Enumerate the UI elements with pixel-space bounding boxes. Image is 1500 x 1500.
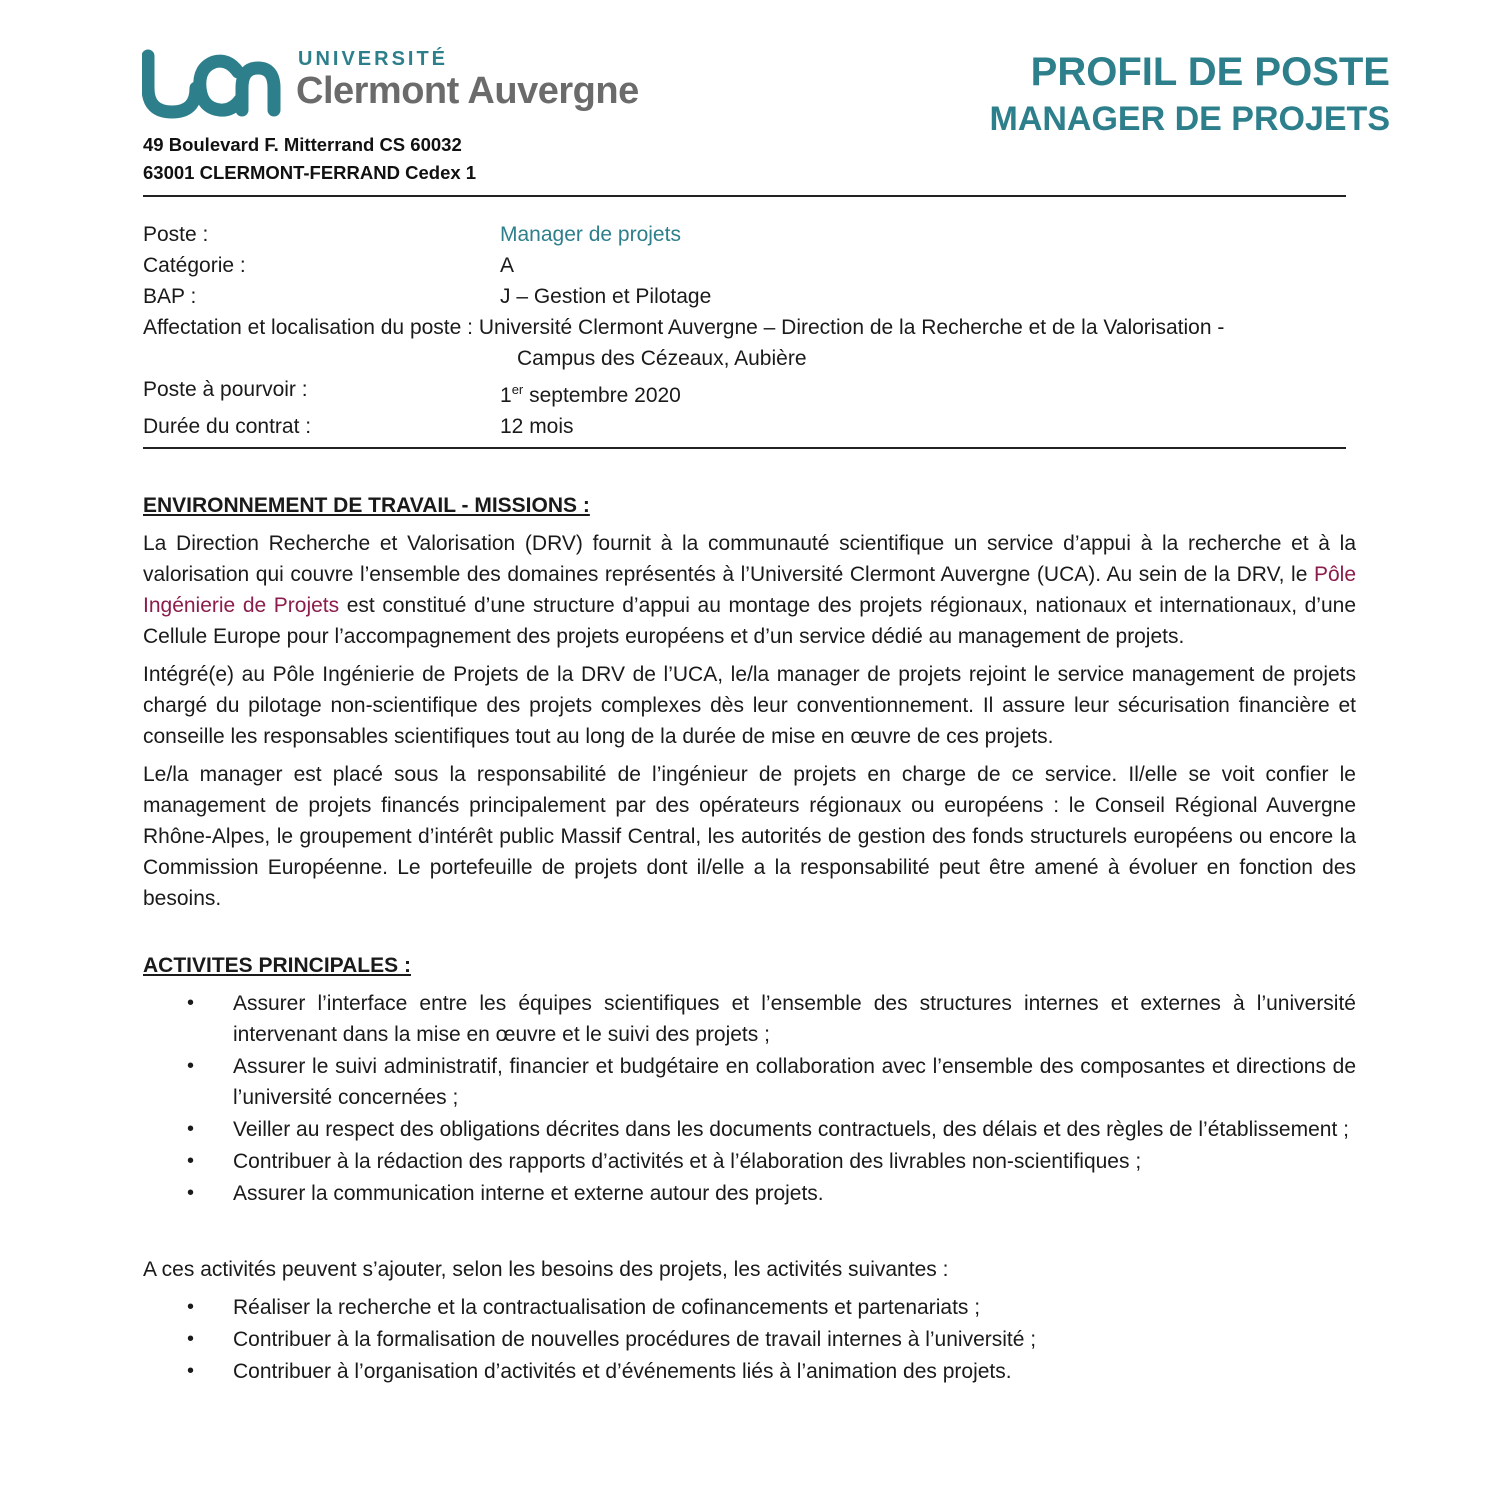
info-row-affectation: [143, 312, 1224, 374]
pole-ingenierie-link[interactable]: Pôle Ingénierie de Projets: [143, 563, 1356, 617]
uca-logo: [142, 48, 639, 120]
info-row-poste: [143, 219, 1224, 250]
activities-list: [143, 988, 1356, 1209]
bullet-icon: •: [187, 1296, 195, 1318]
divider-bottom: [143, 447, 1346, 449]
bullet-icon: •: [187, 1118, 195, 1140]
document-body: [143, 492, 1356, 1388]
info-value: 12 mois: [500, 415, 574, 438]
paragraph-responsabilite: Le/la manager est placé sous la responsabilité de l’ingénieur de projets en charge de ce service. Il/elle se voit confier le management de projets financés principalement par des opérateurs régionaux ou européens : le Conseil Régional Auvergne Rhône-Alpes, le groupement d’intérêt public Massif Central, les autorités de gestion des fonds structurels européens ou encore la Commission Européenne. Le portefeuille de projets dont il/elle a la responsabilité peut être amené à évoluer en fonction des besoins.: [143, 763, 1356, 910]
job-info-table: [143, 219, 1224, 442]
info-label: Poste :: [143, 223, 209, 246]
paragraph-drv: La Direction Recherche et Valorisation (DRV) fournit à la communauté scientifique un service d’appui à la recherche et à la valorisation qui couvre l’ensemble des domaines représentés à l’Université Clermont Auvergne (UCA). Au sein de la DRV, le Pôle Ingénierie de Projets est constitué d’une structure d’appui au montage des projets régionaux, nationaux et internationaux, d’une Cellule Europe pour l’accompagnement des projets européens et d’un service dédié au management de projets.: [143, 532, 1357, 648]
bullet-icon: •: [187, 1182, 195, 1204]
logo-universite-text: UNIVERSITÉ: [298, 48, 449, 70]
paragraph-extra-intro: A ces activités peuvent s’ajouter, selon les besoins des projets, les activités suivantes :: [143, 1258, 949, 1281]
info-value: Université Clermont Auvergne – Direction de la Recherche et de la Valorisation -: [478, 316, 1225, 339]
list-item: • Contribuer à la formalisation de nouvelles procédures de travail internes à l’université ;: [143, 1324, 1356, 1355]
info-label: Affectation et localisation du poste :: [143, 316, 473, 339]
info-value: Manager de projets: [500, 223, 681, 246]
list-item: • Assurer l’interface entre les équipes scientifiques et l’ensemble des structures internes et externes à l’université intervenant dans la mise en œuvre et le suivi des projets ;: [143, 988, 1356, 1050]
bullet-icon: •: [187, 1150, 195, 1172]
list-item: • Assurer la communication interne et externe autour des projets.: [143, 1178, 1356, 1209]
list-item: • Contribuer à l’organisation d’activités et d’événements liés à l’animation des projets.: [143, 1356, 1356, 1387]
info-value: J – Gestion et Pilotage: [500, 285, 712, 308]
list-item: • Assurer le suivi administratif, financier et budgétaire en collaboration avec l’ensemble des composantes et directions de l’université concernées ;: [143, 1051, 1356, 1113]
info-label: Catégorie :: [143, 254, 246, 277]
bullet-icon: •: [187, 1055, 195, 1077]
info-row-pourvoir: [143, 374, 1224, 411]
bullet-icon: •: [187, 1328, 195, 1350]
address-block: [143, 131, 476, 187]
divider-top: [143, 195, 1346, 197]
document-title: [990, 48, 1391, 142]
info-value: 1er septembre 2020: [500, 382, 681, 407]
list-item: • Réaliser la recherche et la contractualisation de cofinancements et partenariats ;: [143, 1292, 1356, 1323]
list-item: • Veiller au respect des obligations décrites dans les documents contractuels, des délais et des règles de l’établissement ;: [143, 1114, 1356, 1145]
info-row-duree: [143, 411, 1224, 442]
bullet-icon: •: [187, 992, 195, 1014]
address-line-1: 49 Boulevard F. Mitterrand CS 60032: [143, 134, 462, 155]
extra-activities-list: [143, 1292, 1356, 1387]
info-label: Durée du contrat :: [143, 415, 312, 438]
info-row-bap: [143, 281, 1224, 312]
paragraph-integration: Intégré(e) au Pôle Ingénierie de Projets de la DRV de l’UCA, le/la manager de projets rejoint le service management de projets chargé du pilotage non-scientifique des projets complexes dès leur conventionnement. Il assure leur sécurisation financière et conseille les responsables scientifiques tout au long de la durée de mise en œuvre de ces projets.: [143, 663, 1356, 748]
section-heading-activites: ACTIVITES PRINCIPALES :: [143, 954, 411, 977]
uca-logo-mark-icon: [142, 48, 282, 120]
title-manager-de-projets: MANAGER DE PROJETS: [989, 100, 1390, 138]
info-label: BAP :: [143, 285, 197, 308]
title-profil-de-poste: PROFIL DE POSTE: [1030, 50, 1390, 94]
section-heading-environnement: ENVIRONNEMENT DE TRAVAIL - MISSIONS :: [143, 494, 590, 517]
bullet-icon: •: [187, 1360, 195, 1382]
info-label: Poste à pourvoir :: [143, 378, 308, 401]
list-item: • Contribuer à la rédaction des rapports d’activités et à l’élaboration des livrables non-scientifiques ;: [143, 1146, 1356, 1177]
info-row-categorie: [143, 250, 1224, 281]
logo-name-text: Clermont Auvergne: [296, 70, 639, 112]
info-value-continued: Campus des Cézeaux, Aubière: [517, 347, 807, 370]
address-line-2: 63001 CLERMONT-FERRAND Cedex 1: [143, 162, 477, 183]
info-value: A: [500, 254, 515, 277]
